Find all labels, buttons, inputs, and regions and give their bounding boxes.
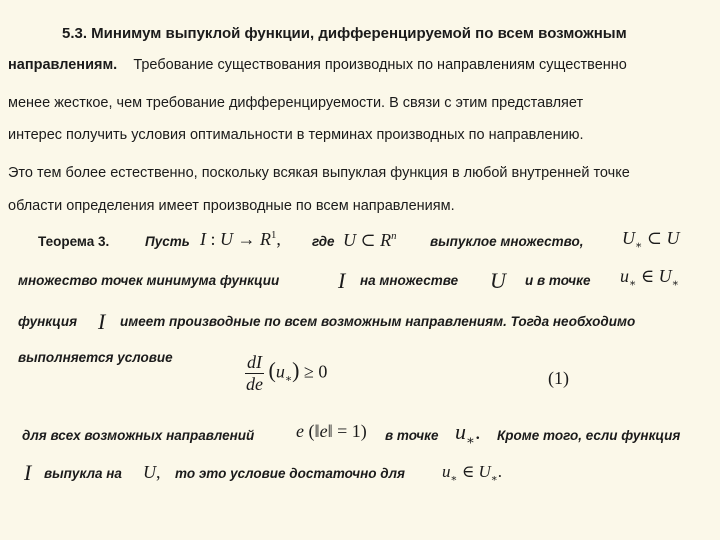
formula-subset: U ⊂ $R^n$	[343, 230, 397, 250]
formula-directional-derivative: $\frac{dI}{de}$ $(u_∗) \ge 0$	[246, 352, 328, 394]
theorem-text: где	[312, 234, 335, 249]
paragraph-line: интерес получить условия оптимальности в терминах производных по направлению.	[8, 127, 584, 143]
theorem-text: на множестве	[360, 273, 459, 288]
function-symbol: I	[338, 268, 346, 293]
theorem-text: Пусть	[145, 234, 190, 249]
formula-minimum-set: $U_∗$ ⊂ U	[622, 228, 680, 252]
theorem-text: для всех возможных направлений	[22, 428, 255, 443]
paragraph-line: менее жесткое, чем требование дифференцируемости. В связи с этим представляет	[8, 95, 584, 111]
set-symbol: U	[490, 268, 506, 293]
theorem-text: выполняется условие	[18, 350, 173, 365]
paragraph-line: Это тем более естественно, поскольку всякая выпуклая функция в любой внутренней точке	[8, 165, 630, 181]
theorem-text: то это условие достаточно для	[175, 466, 405, 481]
theorem-text: и в точке	[525, 273, 591, 288]
formula-sufficiency: $u_∗$ ∈ $U_∗$.	[442, 462, 502, 485]
theorem-text: имеет производные по всем возможным направлениям. Тогда необходимо	[120, 314, 636, 329]
formula-point-membership: $u_∗$ ∈ $U_∗$	[620, 266, 680, 290]
formula-point: $u_∗$.	[455, 419, 481, 448]
paragraph-text: Требование существования производных по направлениям существенно	[133, 57, 627, 73]
set-symbol: U,	[143, 462, 161, 482]
theorem-text: множество точек минимума функции	[18, 273, 280, 288]
theorem-label: Теорема 3.	[38, 234, 110, 249]
heading-line-2	[8, 57, 627, 73]
derivative-fraction: $\frac{dI}{de}$	[246, 352, 263, 394]
function-symbol: I	[24, 460, 32, 485]
theorem-text: выпуклое множество,	[430, 234, 584, 249]
formula-unit-direction: e (‖e‖ = 1)	[296, 421, 367, 441]
section-heading-continuation: направлениям.	[8, 57, 118, 73]
paragraph-line: области определения имеет производные по всем направлениям.	[8, 198, 455, 214]
theorem-text: в точке	[385, 428, 439, 443]
function-symbol: I	[98, 309, 106, 334]
theorem-text: функция	[18, 314, 78, 329]
theorem-text: выпукла на	[44, 466, 122, 481]
section-heading: 5.3. Минимум выпуклой функции, дифференцируемой по всем возможным	[62, 25, 627, 42]
equation-number: (1)	[548, 368, 569, 388]
formula-mapping: I : $U \to R^1$,	[200, 229, 281, 249]
theorem-text: Кроме того, если функция	[497, 428, 681, 443]
